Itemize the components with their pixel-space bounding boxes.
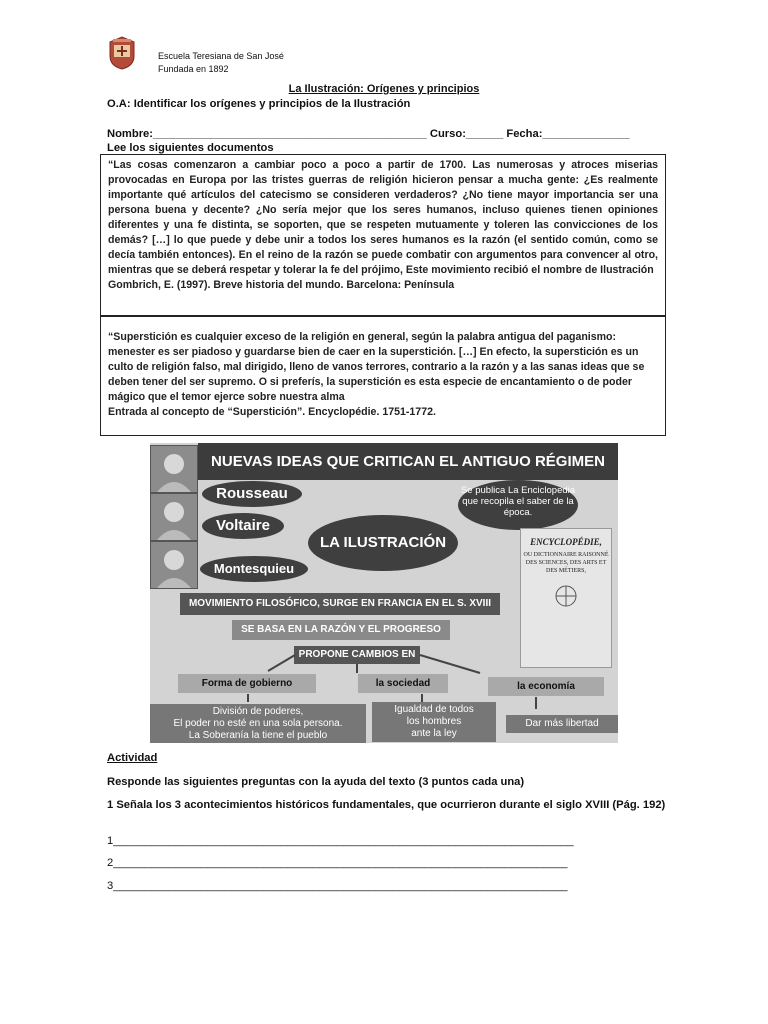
bar-movimiento: MOVIMIENTO FILOSÓFICO, SURGE EN FRANCIA EN EL S. XVIII bbox=[180, 593, 500, 615]
category-economia: la economía bbox=[488, 677, 604, 696]
philosopher-voltaire: Voltaire bbox=[202, 513, 284, 539]
document-1-source: Gombrich, E. (1997). Breve historia del mundo. Barcelona: Península bbox=[108, 279, 455, 291]
document-1-box bbox=[100, 154, 666, 316]
answer-line-1[interactable]: 1__________________________________________________________________________ bbox=[107, 835, 574, 847]
infographic bbox=[150, 443, 618, 743]
school-header bbox=[158, 50, 284, 76]
activity-title: Actividad bbox=[107, 752, 158, 764]
school-founded: Fundada en 1892 bbox=[158, 64, 229, 74]
result-sociedad: Igualdad de todos los hombres ante la ley bbox=[372, 702, 496, 742]
category-sociedad: la sociedad bbox=[358, 674, 448, 693]
page-title: La Ilustración: Orígenes y principios bbox=[288, 83, 480, 95]
infographic-heading: NUEVAS IDEAS QUE CRITICAN EL ANTIGUO RÉGIMEN bbox=[198, 443, 618, 480]
document-2-box bbox=[100, 316, 666, 436]
form-fields-line: Nombre:____________________________________________ Curso:______ Fecha:______________ bbox=[107, 128, 630, 140]
result-economia: Dar más libertad bbox=[506, 715, 618, 733]
activity-intro: Responde las siguientes preguntas con la ayuda del texto (3 puntos cada una) bbox=[107, 776, 525, 788]
question-1: 1 Señala los 3 acontecimientos históricos fundamentales, que ocurrieron durante el siglo XVIII (Pág. 192) bbox=[107, 799, 666, 811]
book-subtitle: OU DICTIONNAIRE RAISONNÉ DES SCIENCES, DES ARTS ET DES MÉTIERS, bbox=[523, 552, 609, 574]
connector-arrows bbox=[150, 443, 618, 743]
answer-line-3[interactable]: 3_________________________________________________________________________ bbox=[107, 880, 568, 892]
result-forma-gobierno: División de poderes, El poder no esté en una sola persona. La Soberanía la tiene el pueblo bbox=[150, 704, 366, 743]
center-la-ilustracion: LA ILUSTRACIÓN bbox=[308, 515, 458, 571]
encyclopedia-note: Se publica La Enciclopedia que recopila el saber de la época. bbox=[458, 480, 578, 530]
document-2-text: “Superstición es cualquier exceso de la religión en general, según la palabra antigua del paganismo: menester es ser piadoso y guardarse bien de caer en la superstición. […] En efecto, la superstición es un culto de religión falso, mal dirigido, lleno de vanos terrores, contrario a la razón y a las sanas ideas que se deben tener del ser supremo. O si preferís, la superstición es esta especie de encantamiento o de poder mágico que el temor ejerce sobre nuestra alma bbox=[108, 331, 645, 403]
bar-razon-progreso: SE BASA EN LA RAZÓN Y EL PROGRESO bbox=[232, 620, 450, 640]
book-title: ENCYCLOPÉDIE, bbox=[530, 537, 602, 547]
bar-propone-cambios: PROPONE CAMBIOS EN bbox=[294, 646, 420, 664]
answer-line-2[interactable]: 2_________________________________________________________________________ bbox=[107, 857, 568, 869]
philosopher-montesquieu: Montesquieu bbox=[200, 556, 308, 582]
objective: O.A: Identificar los orígenes y principios de la Ilustración bbox=[107, 98, 411, 110]
document-1-text: “Las cosas comenzaron a cambiar poco a poco a partir de 1700. Las numerosas y atroces miserias provocadas en Europa por las tristes guerras de religión hicieron pensar a mucha gente: ¿Es realmente importante qué artículos del catecismo se consideren verdaderos? ¿No tiene mayor importancia ser una persona buena y decente? ¿No sería mejor que los seres humanos, incluso quienes tienen opiniones diferentes y una fe distinta, se soporten, que se respeten mutuamente y toleren las convicciones de los demás? […] lo que puede y debe unir a todos los seres humanos es la razón (el sentido común, como se decía también entonces). En el reino de la razón se puede combatir con argumentos para convencer al otro, mientras que se deberá respetar y tolerar la fe del prójimo, Este movimiento recibió el nombre de Ilustración bbox=[108, 159, 658, 276]
instruction: Lee los siguientes documentos bbox=[107, 142, 274, 154]
philosopher-rousseau: Rousseau bbox=[202, 481, 302, 507]
category-forma-gobierno: Forma de gobierno bbox=[178, 674, 316, 693]
school-name: Escuela Teresiana de San José bbox=[158, 51, 284, 61]
document-2-source: Entrada al concepto de “Superstición”. Encyclopédie. 1751-1772. bbox=[108, 406, 436, 418]
school-logo-icon bbox=[108, 36, 136, 70]
